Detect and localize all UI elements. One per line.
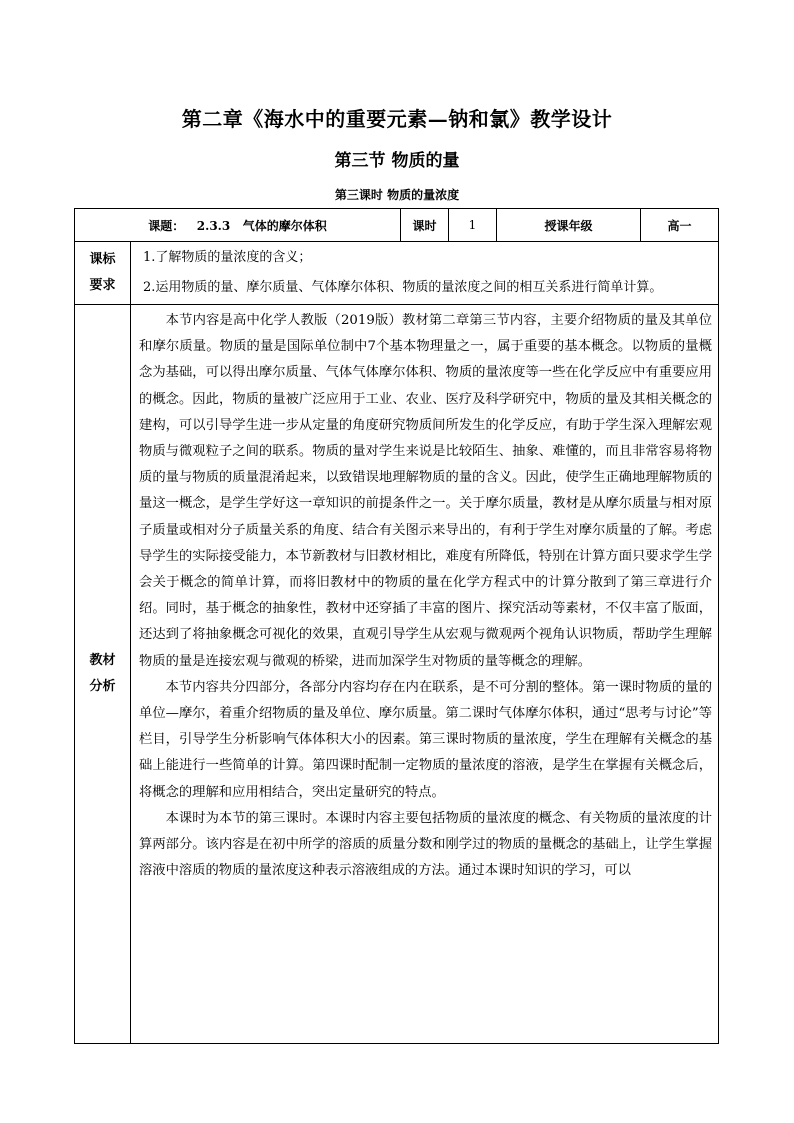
grade-label: 授课年级 (497, 209, 641, 242)
period-value: 1 (449, 209, 497, 242)
topic-cell (75, 209, 401, 242)
section-title: 第三节 物质的量 (334, 151, 460, 171)
standards-content (131, 242, 719, 305)
grade-value: 高一 (641, 209, 719, 242)
lesson-plan-table (74, 208, 719, 1044)
standard-item: 1.了解物质的量浓度的含义； (143, 250, 312, 265)
analysis-content (131, 305, 719, 1044)
topic-label: 课题： (148, 218, 185, 233)
standard-item: 2.运用物质的量、摩尔质量、气体摩尔体积、物质的量浓度之间的相互关系进行简单计算。 (143, 280, 663, 295)
header-row (75, 209, 719, 242)
analysis-row (75, 305, 719, 1044)
standards-label: 课标 要求 (75, 242, 131, 305)
topic-name: 气体的摩尔体积 (242, 218, 327, 233)
document-title: 第二章《海水中的重要元素—钠和氯》教学设计 (181, 107, 613, 131)
analysis-paragraph: 本节内容是高中化学人教版（2019版）教材第二章第三节内容，主要介绍物质的量及其单位和摩尔质量。物质的量是国际单位制中7个基本物理量之一，属于重要的基本概念。以物质的量概念为基础，可以得出摩尔质量、气体气体摩尔体积、物质的量浓度等一些在化学反应中有重要应用的概念。因此，物质的量被广泛应用于工业、农业、医疗及科学研究中，物质的量及其相关概念的建构，可以引导学生进一步从定量的角度研究物质间所发生的化学反应，有助于学生深入理解宏观物质与微观粒子之间的联系。物质的量对学生来说是比较陌生、抽象、难懂的，而且非常容易将物质的量与物质的质量混淆起来，以致错误地理解物质的量的含义。因此，使学生正确地理解物质的量这一概念，是学生学好这一章知识的前提条件之一。关于摩尔质量，教材是从摩尔质量与相对原子质量或相对分子质量关系的角度、结合有关图示来导出的，有利于学生对摩尔质量的了解。考虑导学生的实际接受能力，本节新教材与旧教材相比，难度有所降低，特别在计算方面只要求学生学会关于概念的简单计算，而将旧教材中的物质的量在化学方程式中的计算分散到了第三章进行介绍。同时，基于概念的抽象性，教材中还穿插了丰富的图片、探究活动等素材，不仅丰富了版面，还达到了将抽象概念可视化的效果，直观引导学生从宏观与微观两个视角认识物质，帮助学生理解物质的量是连接宏观与微观的桥梁，进而加深学生对物质的量等概念的理解。 (139, 313, 712, 669)
analysis-paragraph: 本节内容共分四部分，各部分内容均存在内在联系，是不可分割的整体。第一课时物质的量的单位—摩尔，着重介绍物质的量及单位、摩尔质量。第二课时气体摩尔体积，通过“思考与讨论”等栏目，引导学生分析影响气体体积大小的因素。第三课时物质的量浓度，学生在理解有关概念的基础上能进行一些简单的计算。第四课时配制一定物质的量浓度的溶液，是学生在掌握有关概念后，将概念的理解和应用相结合，突出定量研究的特点。 (139, 679, 712, 800)
period-label: 课时 (401, 209, 449, 242)
lesson-title: 第三课时 物质的量浓度 (334, 188, 460, 202)
analysis-label: 教材 分析 (75, 305, 131, 1044)
topic-code: 2.3.3 (196, 218, 231, 233)
standards-row (75, 242, 719, 305)
analysis-paragraph: 本课时为本节的第三课时。本课时内容主要包括物质的量浓度的概念、有关物质的量浓度的计算两部分。该内容是在初中所学的溶质的质量分数和刚学过的物质的量概念的基础上，让学生掌握溶液中溶质的物质的量浓度这种表示溶液组成的方法。通过本课时知识的学习，可以 (139, 810, 712, 879)
